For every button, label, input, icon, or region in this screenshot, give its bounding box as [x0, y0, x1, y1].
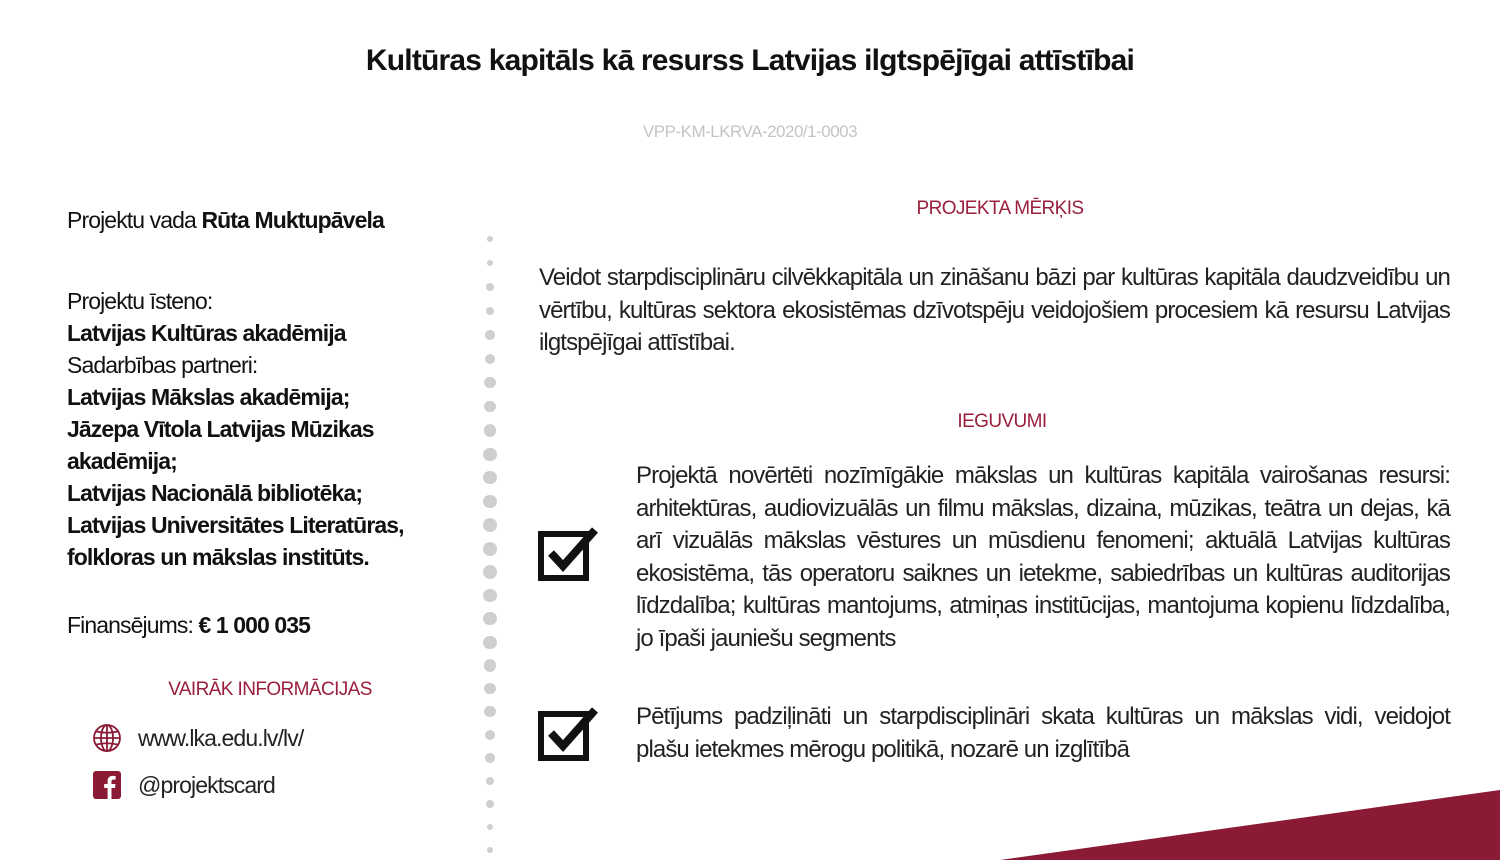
divider-dot — [483, 448, 496, 461]
divider-dot — [487, 260, 494, 267]
divider-dot — [486, 283, 494, 291]
partner-item: Jāzepa Vītola Latvijas Mūzikas akadēmija; — [67, 416, 374, 474]
divider-dot — [483, 565, 497, 579]
implementer-name: Latvijas Kultūras akadēmija — [67, 320, 346, 346]
divider-dot — [483, 542, 497, 556]
divider-dot — [483, 471, 496, 484]
divider-dot — [483, 612, 496, 625]
divider-dot — [484, 683, 496, 695]
implementers-block — [67, 285, 457, 573]
divider-dot — [485, 753, 495, 763]
project-code: VPP-KM-LKRVA-2020/1-0003 — [642, 122, 858, 141]
divider-dot — [486, 777, 495, 786]
facebook-handle[interactable]: @projektscard — [138, 771, 275, 798]
project-lead — [67, 204, 457, 236]
benefit-item: Pētījums padziļināti un starpdisciplināri skata kultūras un mākslas vidi, veidojot plašu ietekmes mērogu politikā, nozarē un izglītībā — [636, 703, 1450, 763]
partners-label: Sadarbības partneri: — [67, 352, 258, 378]
goal-text: Veidot starpdisciplināru cilvēkkapitāla un zināšanu bāzi par kultūras kapitāla daudzveidību un vērtību, kultūras sektora ekosistēmas dzīvotspēju veidojošiem procesiem kā resursu Latvijas ilgtspējīgai attīstībai. — [539, 264, 1450, 356]
goal-heading: PROJEKTA MĒRĶIS — [916, 198, 1084, 219]
divider-dot — [483, 495, 497, 509]
benefit-item: Projektā novērtēti nozīmīgākie mākslas un kultūras kapitāla vairošanas resursi: arhitektūras, audiovizuālās un filmu mākslas, dizaina, mūzikas, teātra un dejas, kā arī vizuālās mākslas vēstures un mūsdienu fenomeni; aktuālā Latvijas kultūras ekosistēma, tās operatoru saiknes un ietekme, sabiedrības un kultūras auditorijas līdzdalība; kultūras mantojums, atmiņas institūcijas, mantojuma kopienu līdzdalība, jo īpaši jauniešu segments — [636, 462, 1450, 652]
funding-label: Finansējums: — [67, 612, 199, 638]
divider-dot — [484, 377, 495, 388]
funding-value: € 1 000 035 — [198, 612, 311, 638]
divider-dot — [483, 636, 496, 649]
partner-item: Latvijas Universitātes Literatūras, folkloras un mākslas institūts. — [67, 512, 404, 570]
decorative-corner-shape — [980, 790, 1500, 860]
project-lead-name: Rūta Muktupāvela — [201, 207, 384, 233]
divider-dot — [485, 330, 495, 340]
partner-item: Latvijas Nacionālā bibliotēka; — [67, 480, 363, 506]
divider-dot — [484, 401, 496, 413]
checkbox-checked-icon — [538, 706, 598, 762]
project-lead-label: Projektu vada — [67, 207, 202, 233]
partner-item: Latvijas Mākslas akadēmija; — [67, 384, 350, 410]
website-link[interactable] — [92, 723, 303, 753]
divider-dot — [484, 424, 497, 437]
divider-dot — [487, 847, 493, 853]
page-title: Kultūras kapitāls kā resurss Latvijas ilgtspējīgai attīstībai — [365, 44, 1135, 77]
divider-dot — [484, 659, 497, 672]
divider-dot — [485, 354, 496, 365]
facebook-link[interactable] — [92, 770, 275, 800]
divider-dot — [483, 518, 497, 532]
website-url[interactable]: www.lka.edu.lv/lv/ — [138, 724, 304, 751]
facebook-icon — [92, 770, 122, 800]
divider-dot — [486, 800, 494, 808]
divider-dot — [486, 307, 495, 316]
funding — [67, 609, 457, 641]
divider-dot — [483, 589, 497, 603]
divider-dot — [487, 824, 494, 831]
column-divider — [482, 236, 498, 856]
benefits-heading: IEGUVUMI — [957, 411, 1047, 432]
divider-dot — [485, 730, 496, 741]
divider-dot — [484, 706, 495, 717]
divider-dot — [487, 236, 493, 242]
more-info-heading: VAIRĀK INFORMĀCIJAS — [168, 679, 372, 700]
checkbox-checked-icon — [538, 526, 598, 582]
globe-icon — [92, 723, 122, 753]
implementer-label: Projektu īsteno: — [67, 288, 213, 314]
